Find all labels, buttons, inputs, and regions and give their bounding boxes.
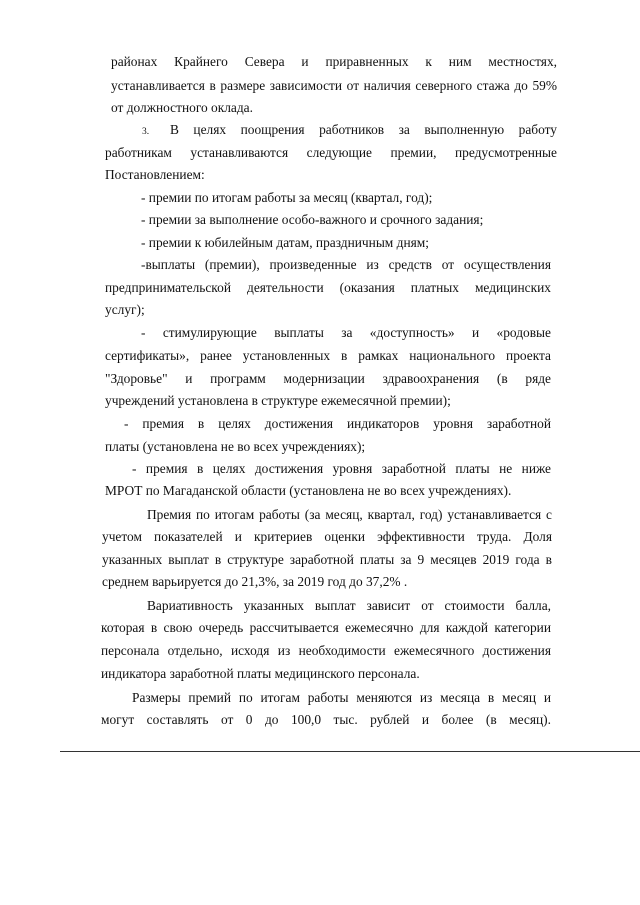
text-line: Размеры премий по итогам работы меняются из месяца в месяц и [132,690,551,705]
horizontal-rule [60,751,640,752]
text-line: районах Крайнего Севера и приравненных к ним местностях, [111,54,557,69]
text-line: устанавливается в размере зависимости от наличия северного стажа до 59% [111,78,557,93]
text-line: указанных выплат в структуре заработной платы за 9 месяцев 2019 года в [102,552,552,567]
text-line: платы (установлена не во всех учреждениях); [105,439,366,454]
list-item: - премия в целях достижения уровня заработной платы не ниже [132,461,551,476]
list-item: -выплаты (премии), произведенные из средств от осуществления [141,257,551,272]
text-line: могут составлять от 0 до 100,0 тыс. рублей и более (в месяц). [101,712,551,727]
text-line: услуг); [105,302,145,317]
text-line: предпринимательской деятельности (оказания платных медицинских [105,280,551,295]
text-line: Премия по итогам работы (за месяц, квартал, год) устанавливается с [147,507,552,522]
text-line: персонала отдельно, исходя из необходимости ежемесячного достижения [101,643,551,658]
text-line: Вариативность указанных выплат зависит от стоимости балла, [147,598,551,613]
text-line: учреждений установлена в структуре ежемесячной премии); [105,393,451,408]
list-item: - премии по итогам работы за месяц (квартал, год); [141,190,433,205]
list-item: - премии за выполнение особо-важного и срочного задания; [141,212,484,227]
list-item: - стимулирующие выплаты за «доступность» и «родовые [141,325,551,340]
text-line: В целях поощрения работников за выполненную работу [170,122,557,137]
text-line: работникам устанавливаются следующие премии, предусмотренные [105,145,557,160]
text-line: от должностного оклада. [111,100,253,115]
list-item: - премия в целях достижения индикаторов уровня заработной [124,416,551,431]
text-line: среднем варьируется до 21,3%, за 2019 год до 37,2% . [102,574,408,589]
text-line: индикатора заработной платы медицинского персонала. [101,666,420,681]
text-line: сертификаты», ранее установленных в рамках национального проекта [105,348,551,363]
text-line: МРОТ по Магаданской области (установлена не во всех учреждениях). [105,483,512,498]
text-line: учетом показателей и критериев оценки эффективности труда. Доля [102,529,552,544]
text-line: которая в свою очередь рассчитывается ежемесячно для каждой категории [101,620,551,635]
text-line: Постановлением: [105,167,205,182]
list-item: - премии к юбилейным датам, праздничным дням; [141,235,429,250]
text-line: "Здоровье" и программ модернизации здравоохранения (в ряде [105,371,551,386]
paragraph-number: 3. [142,127,150,137]
